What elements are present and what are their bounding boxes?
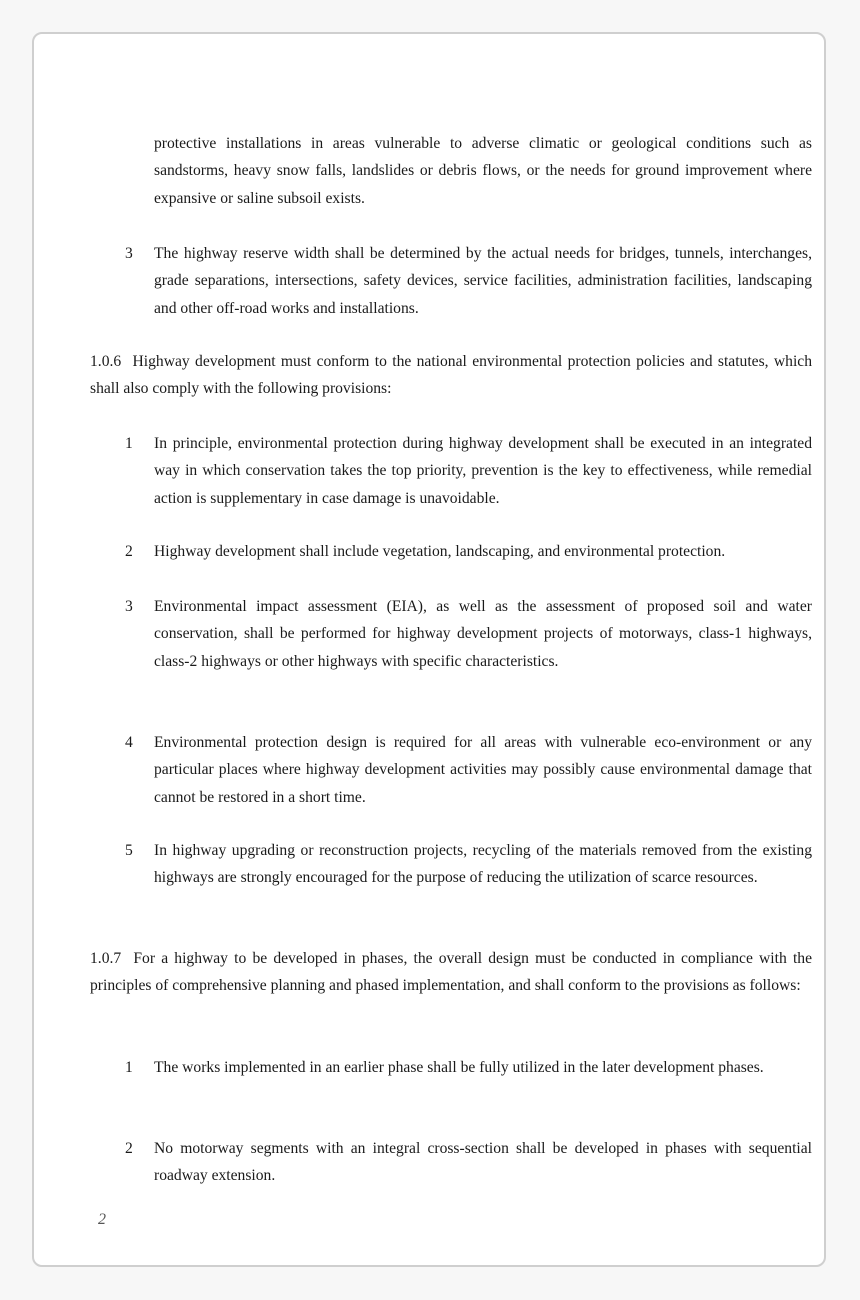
- item-number: 2: [125, 1140, 133, 1157]
- item-text: In highway upgrading or reconstruction projects, recycling of the materials removed from the existing highways are strongly encouraged for the purpose of reducing the utilization of scarce resources.: [154, 842, 812, 887]
- item-number: 2: [125, 543, 133, 560]
- item-text: The highway reserve width shall be determined by the actual needs for bridges, tunnels, interchanges, grade separations, intersections, safety devices, service facilities, administration facilities, landscaping and other off-road works and installations.: [154, 245, 812, 317]
- clause-text: For a highway to be developed in phases, the overall design must be conducted in compliance with the principles of comprehensive planning and phased implementation, and shall conform to the provisions as follows:: [90, 950, 812, 995]
- list-item: [34, 430, 826, 520]
- clause-1-0-7: [90, 945, 812, 1000]
- item-number: 4: [125, 734, 133, 751]
- item-number: 1: [125, 1059, 133, 1076]
- clause-number: 1.0.6: [90, 353, 122, 370]
- item-text: Highway development shall include vegetation, landscaping, and environmental protection.: [154, 543, 726, 560]
- clause-number: 1.0.7: [90, 950, 122, 967]
- list-item: [34, 1135, 826, 1225]
- item-text: Environmental protection design is required for all areas with vulnerable eco-environment or any particular places where highway development activities may possibly cause environmental damage that cannot be restored in a short time.: [154, 734, 812, 806]
- clause-1-0-6: [90, 348, 812, 403]
- clause-text: Highway development must conform to the national environmental protection policies and statutes, which shall also comply with the following provisions:: [90, 353, 812, 398]
- item-number: 3: [125, 598, 133, 615]
- item-number: 3: [125, 245, 133, 262]
- item-text: No motorway segments with an integral cross-section shall be developed in phases with sequential roadway extension.: [154, 1140, 812, 1185]
- item-text: In principle, environmental protection during highway development shall be executed in an integrated way in which conservation takes the top priority, prevention is the key to effectiveness, while remedial action is supplementary in case damage is unavoidable.: [154, 435, 812, 507]
- page-number: 2: [98, 1211, 106, 1228]
- item-text: The works implemented in an earlier phase shall be fully utilized in the later development phases.: [154, 1059, 764, 1076]
- list-item: [34, 593, 826, 683]
- list-item: [34, 1054, 826, 1144]
- continuation-paragraph: protective installations in areas vulnerable to adverse climatic or geological conditions such as sandstorms, heavy snow falls, landslides or debris flows, or the needs for ground improvement where expansive or saline subsoil exists.: [154, 135, 812, 207]
- item-number: 1: [125, 435, 133, 452]
- item-text: Environmental impact assessment (EIA), as well as the assessment of proposed soil and water conservation, shall be performed for highway development projects of motorways, class-1 highways, class-2 highways or other highways with specific characteristics.: [154, 598, 812, 670]
- document-page: [32, 32, 826, 1267]
- list-item: [34, 729, 826, 819]
- item-number: 5: [125, 842, 133, 859]
- list-item: [34, 837, 826, 927]
- list-item: [34, 240, 826, 330]
